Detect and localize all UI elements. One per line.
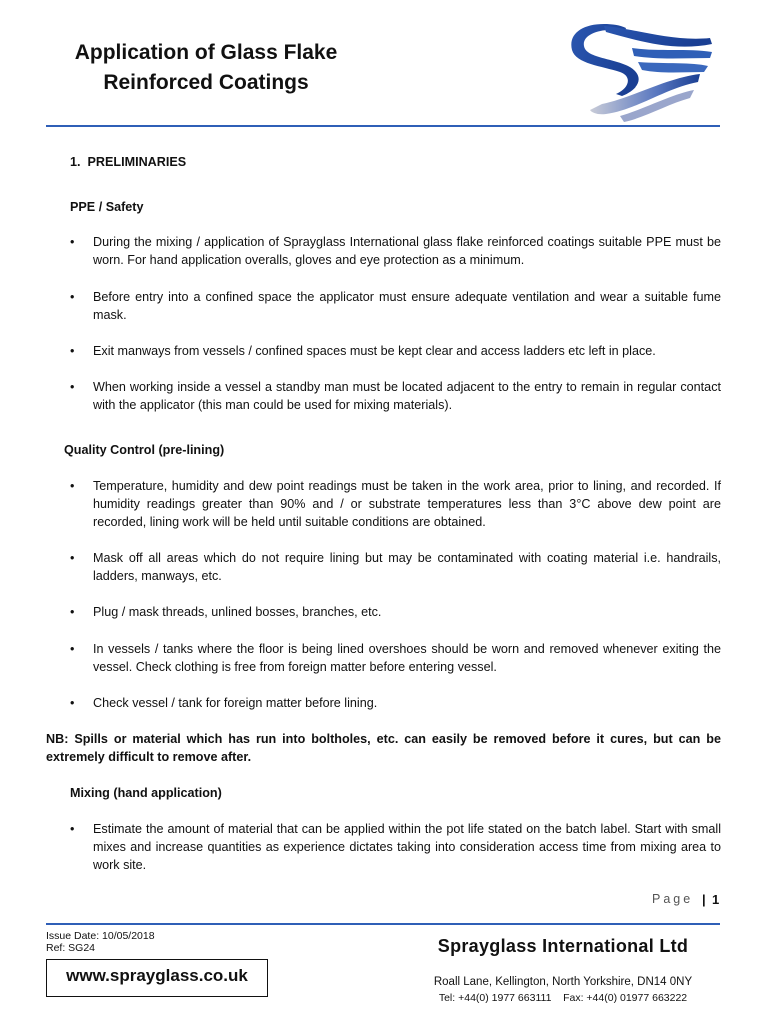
sprayglass-logo-icon — [562, 18, 722, 126]
ppe-item-2: Before entry into a confined space the applicator must ensure adequate ventilation and wear a suitable fume mask. — [93, 290, 721, 322]
nb-note: NB: Spills or material which has run into boltholes, etc. can easily be removed before it cures, but can be extremely difficult to remove after. — [46, 732, 721, 764]
bullet-icon: • — [70, 551, 75, 565]
company-phones: Tel: +44(0) 1977 663111 Fax: +44(0) 01977 663222 — [438, 992, 688, 1004]
page-label: Page — [652, 892, 694, 906]
qc-item-4: In vessels / tanks where the floor is being lined overshoes should be worn and removed whenever exiting the vessel. Check clothing is free from foreign matter before entering vessel. — [93, 642, 721, 674]
bullet-icon: • — [70, 642, 75, 656]
section-heading-preliminaries: 1. PRELIMINARIES — [70, 155, 187, 169]
title-line-2: Reinforced Coatings — [103, 71, 309, 94]
qc-item-3: Plug / mask threads, unlined bosses, branches, etc. — [93, 605, 382, 619]
bullet-icon: • — [70, 344, 75, 358]
bullet-icon: • — [70, 696, 75, 710]
mixing-heading: Mixing (hand application) — [70, 786, 222, 800]
footer-divider — [46, 923, 720, 925]
ppe-heading: PPE / Safety — [70, 200, 144, 214]
header-divider — [46, 125, 720, 127]
ppe-item-4: When working inside a vessel a standby man must be located adjacent to the entry to remain in regular contact with the applicator (this man could be used for mixing materials). — [93, 380, 721, 412]
document-meta — [46, 930, 155, 954]
bullet-icon: • — [70, 822, 75, 836]
document-title — [46, 38, 366, 98]
mixing-item-1: Estimate the amount of material that can be applied within the pot life stated on the batch label. Start with small mixes and increase quantities as experience dictates taking into consideration access time from mixing area to work site. — [93, 822, 721, 872]
qc-item-5: Check vessel / tank for foreign matter before lining. — [93, 696, 378, 710]
bullet-icon: • — [70, 479, 75, 493]
page-separator: | — [702, 892, 706, 907]
company-name: Sprayglass International Ltd — [437, 936, 689, 956]
bullet-icon: • — [70, 290, 75, 304]
bullet-icon: • — [70, 380, 75, 394]
issue-date: Issue Date: 10/05/2018 — [46, 930, 155, 942]
website-link[interactable]: www.sprayglass.co.uk — [66, 966, 248, 985]
page-number: 1 — [712, 892, 720, 907]
qc-heading: Quality Control (pre-lining) — [64, 443, 225, 457]
bullet-icon: • — [70, 235, 75, 249]
company-address: Roall Lane, Kellington, North Yorkshire, DN14 0NY — [433, 976, 693, 988]
qc-item-1: Temperature, humidity and dew point readings must be taken in the work area, prior to lining, and recorded. If humidity readings greater than 90% and / or substrate temperatures less than 3°C above dew point are recorded, lining work will be held until suitable conditions are obtained. — [93, 479, 721, 529]
qc-item-2: Mask off all areas which do not require lining but may be contaminated with coating material i.e. handrails, ladders, manways, etc. — [93, 551, 721, 583]
title-line-1: Application of Glass Flake — [74, 41, 338, 64]
ppe-item-1: During the mixing / application of Sprayglass International glass flake reinforced coatings suitable PPE must be worn. For hand application overalls, gloves and eye protection as a minimum. — [93, 235, 721, 267]
bullet-icon: • — [70, 605, 75, 619]
ppe-item-3: Exit manways from vessels / confined spaces must be kept clear and access ladders etc left in place. — [93, 344, 656, 358]
reference: Ref: SG24 — [46, 942, 96, 954]
